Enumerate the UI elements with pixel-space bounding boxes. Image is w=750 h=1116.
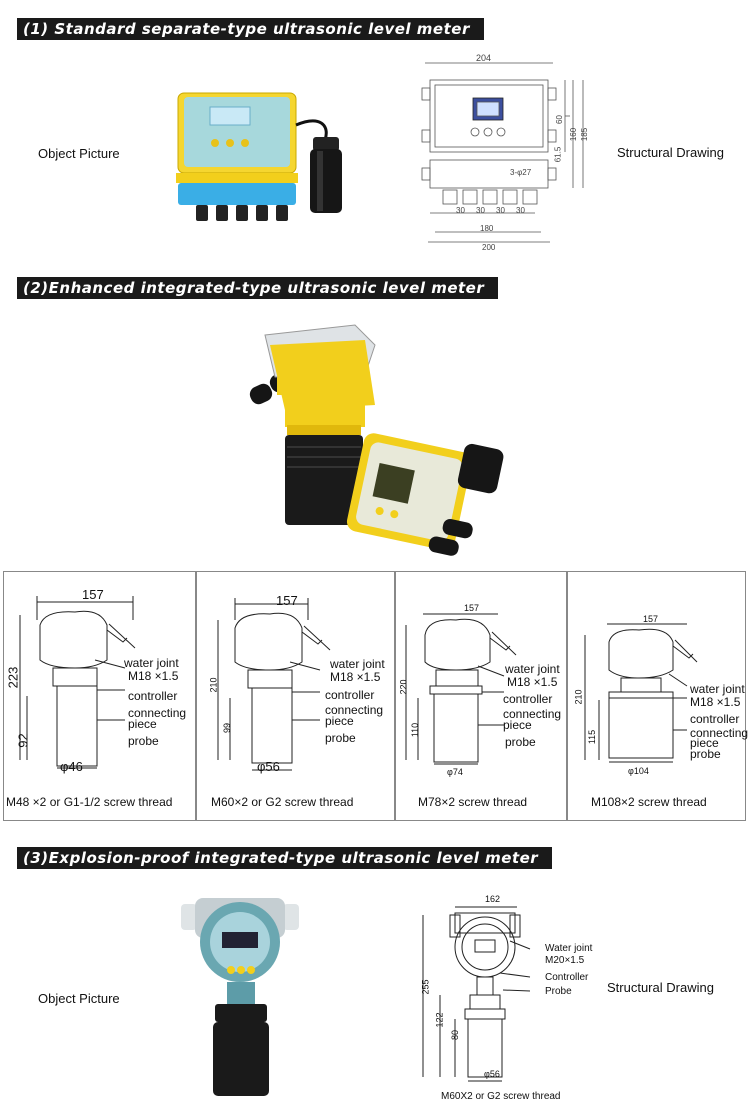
dim-61-5: 61.5: [553, 146, 563, 163]
dim-30-d: 30: [516, 206, 525, 215]
integrated-meter-photo: [225, 305, 525, 563]
panel-m108-dia: φ104: [628, 766, 649, 776]
structural-drawing-label-1: Structural Drawing: [617, 145, 724, 160]
dim-185: 185: [580, 127, 590, 142]
panel-m48-thread: M48 ×2 or G1-1/2 screw thread: [6, 795, 173, 809]
panel-m48-water: water joint: [124, 656, 179, 670]
panel-m108-lower: 115: [587, 729, 598, 745]
panel-m48-height: 223: [5, 666, 21, 689]
panel-m48-controller: controller: [128, 689, 178, 703]
drawing3-thread: M60X2 or G2 screw thread: [441, 1091, 561, 1102]
panel-m78-m18: M18 ×1.5: [507, 675, 558, 689]
panel-m78-piece: piece: [503, 718, 532, 732]
panel-m78-width: 157: [464, 603, 480, 613]
dim-60: 60: [554, 115, 564, 124]
dim-30-a: 30: [456, 206, 465, 215]
panel-m48-probe: probe: [128, 734, 159, 748]
panel-m78-water: water joint: [505, 662, 560, 676]
drawing3-m20: M20×1.5: [545, 955, 585, 966]
dim-200: 200: [482, 243, 496, 252]
panel-m108-thread: M108×2 screw thread: [591, 795, 707, 809]
drawing3-probe-length: 80: [450, 1029, 461, 1041]
drawing3-lower: 122: [434, 1012, 445, 1028]
panel-m78-connecting: connecting: [503, 707, 562, 721]
drawing3-controller: Controller: [545, 972, 589, 983]
panel-m108-connecting: connecting: [690, 726, 749, 740]
panel-m48-dia: φ46: [60, 759, 83, 774]
structural-drawing-label-3: Structural Drawing: [607, 980, 714, 995]
section-2-title: (2)Enhanced integrated-type ultrasonic level meter: [17, 277, 498, 299]
dim-30-b: 30: [476, 206, 485, 215]
drawing3-dia: φ56: [484, 1069, 500, 1079]
panel-m108-height: 210: [573, 689, 584, 705]
panel-m60-probe: probe: [325, 731, 356, 745]
panel-m78-thread: M78×2 screw thread: [418, 795, 528, 809]
panel-m48-width: 157: [82, 587, 104, 602]
panel-m48-lower: 92: [15, 733, 31, 748]
dim-holes: 3-φ27: [510, 168, 532, 177]
panel-m60-lower: 99: [222, 722, 233, 734]
drawing3-water: Water joint: [545, 943, 593, 954]
panel-m60-connecting: connecting: [325, 703, 384, 717]
drawing3-width: 162: [485, 894, 501, 904]
dim-204: 204: [476, 53, 492, 63]
panel-m48-connecting: connecting: [128, 706, 187, 720]
panel-m60-width: 157: [276, 593, 298, 608]
panel-m60-height: 210: [208, 677, 219, 693]
object-picture-label-1: Object Picture: [38, 146, 120, 161]
object-picture-label-3: Object Picture: [38, 991, 120, 1006]
panel-m60-water: water joint: [330, 657, 385, 671]
drawing3-height: 255: [420, 979, 431, 995]
panel-m78-height: 220: [398, 679, 409, 695]
panel-m108-controller: controller: [690, 712, 740, 726]
separate-meter-photo: [170, 85, 370, 230]
panel-m108-water: water joint: [690, 682, 745, 696]
panel-m108-piece: piece: [690, 736, 719, 750]
dim-180: 180: [480, 224, 494, 233]
section-1-title: (1) Standard separate-type ultrasonic level meter: [17, 18, 484, 40]
panel-m60-m18: M18 ×1.5: [330, 670, 381, 684]
panel-m108-probe: probe: [690, 747, 721, 761]
separate-meter-drawing: [405, 50, 605, 260]
panel-m48-m18: M18 ×1.5: [128, 669, 179, 683]
panel-m48-piece: piece: [128, 717, 157, 731]
dim-160: 160: [569, 127, 579, 142]
explosion-proof-meter-photo: [175, 892, 310, 1102]
panel-m108-m18: M18 ×1.5: [690, 695, 741, 709]
dim-30-c: 30: [496, 206, 505, 215]
panel-m60-thread: M60×2 or G2 screw thread: [211, 795, 354, 809]
drawing3-probe: Probe: [545, 986, 572, 997]
panel-m78-dia: φ74: [447, 767, 463, 777]
panel-m60-piece: piece: [325, 714, 354, 728]
panel-m78-probe: probe: [505, 735, 536, 749]
panel-m108-width: 157: [643, 614, 659, 624]
section-3-title: (3)Explosion-proof integrated-type ultrasonic level meter: [17, 847, 552, 869]
panel-m60-controller: controller: [325, 688, 375, 702]
panel-m78-lower: 110: [410, 722, 421, 738]
panel-m60-dia: φ56: [257, 759, 280, 774]
explosion-proof-drawing: [415, 895, 545, 1095]
panel-m78-controller: controller: [503, 692, 553, 706]
